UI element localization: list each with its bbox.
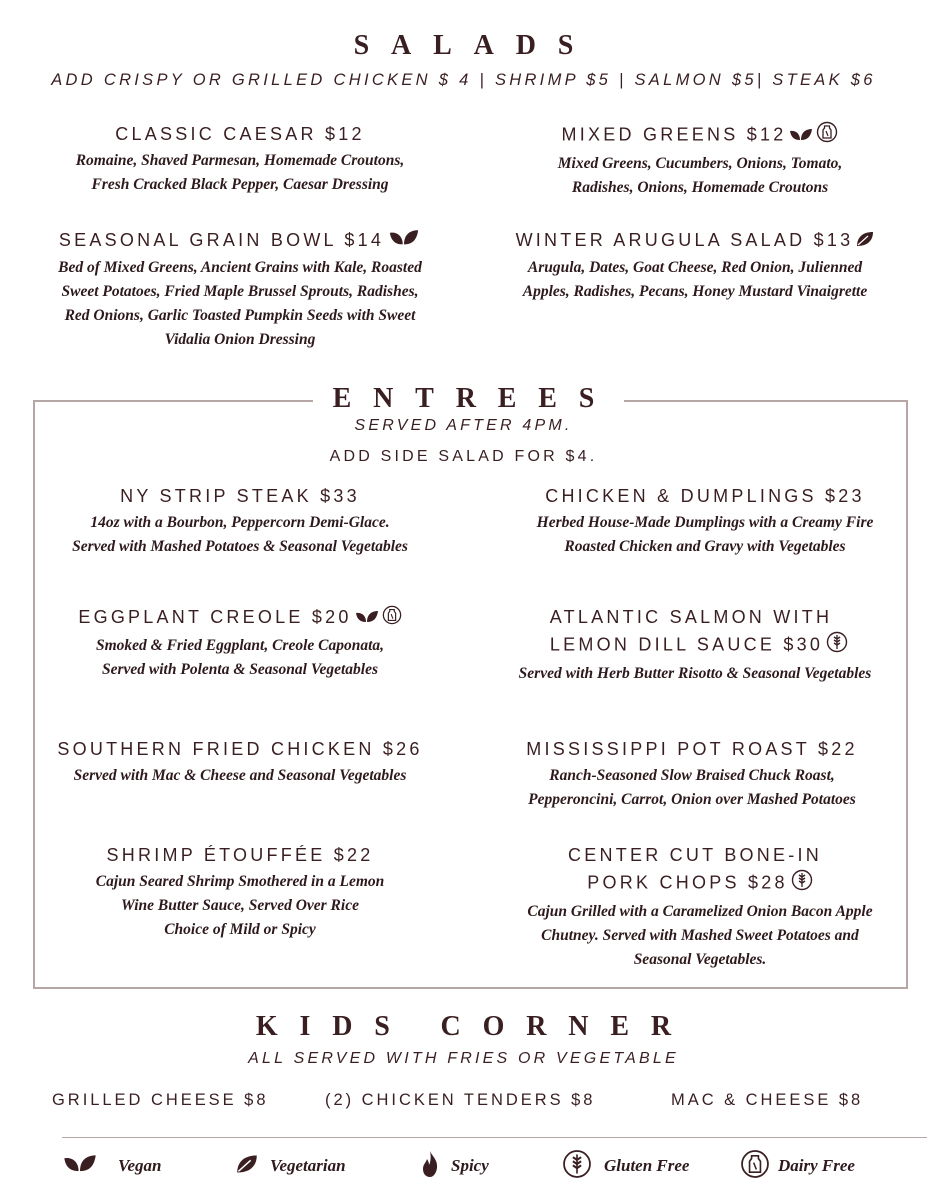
vegan-icon [62, 1154, 98, 1179]
legend-label: Spicy [451, 1156, 489, 1175]
item-name: NY STRIP STEAK $33 [120, 486, 360, 506]
item-description: 14oz with a Bourbon, Peppercorn Demi-Glace. Served with Mashed Potatoes & Seasonal Vegetables [72, 514, 408, 555]
item-name: ATLANTIC SALMON WITH [549, 607, 833, 627]
item-description: Smoked & Fried Eggplant, Creole Caponata, Served with Polenta & Seasonal Vegetables [95, 636, 385, 678]
item-description: Mixed Greens, Cucumbers, Onions, Tomato, Radishes, Onions, Homemade Croutons [557, 155, 843, 196]
item-description: Arugula, Dates, Goat Cheese, Red Onion, Julienned Apples, Radishes, Pecans, Honey Mustard Vinaigrette [522, 259, 868, 301]
menu-item-eggplant-creole [40, 604, 440, 682]
menu-item-mississippi-pot-roast [492, 736, 892, 812]
item-description: Served with Mac & Cheese and Seasonal Vegetables [73, 767, 407, 784]
item-description: Herbed House-Made Dumplings with a Creamy Fire Roasted Chicken and Gravy with Vegetables [536, 514, 874, 555]
menu-item-atlantic-salmon [495, 604, 895, 686]
item-name: CLASSIC CAESAR $12 [115, 124, 365, 144]
dairy-free-icon [382, 605, 402, 632]
menu-item-winter-arugula-salad [490, 227, 900, 304]
vegan-icon [387, 228, 421, 254]
salads-addons: ADD CRISPY OR GRILLED CHICKEN $ 4 | SHRIMP $5 | SALMON $5| STEAK $6 [51, 71, 876, 89]
dairy-free-icon [740, 1149, 770, 1184]
item-name-line-2: LEMON DILL SAUCE $30 [503, 631, 895, 660]
item-name: WINTER ARUGULA SALAD $13 [490, 227, 900, 254]
menu-item-shrimp-etouffee [40, 842, 440, 942]
salads-title: SALADS [353, 30, 596, 61]
legend-label: Vegetarian [270, 1156, 346, 1175]
vegan-icon [355, 605, 379, 631]
gluten-free-icon [562, 1149, 592, 1184]
kids-item-chicken-tenders: (2) CHICKEN TENDERS $8 [325, 1091, 596, 1109]
menu-item-classic-caesar [40, 121, 440, 197]
menu-item-ny-strip-steak [40, 483, 440, 559]
item-description: Cajun Grilled with a Caramelized Onion Bacon Apple Chutney. Served with Mashed Sweet Potatoes and Seasonal Vegetables. [527, 903, 873, 968]
legend-label: Gluten Free [604, 1156, 690, 1175]
legend-label: Dairy Free [778, 1156, 855, 1175]
gluten-free-icon [826, 631, 848, 660]
menu-item-pork-chops [500, 842, 900, 972]
kids-item-mac-cheese: MAC & CHEESE $8 [671, 1091, 864, 1109]
kids-served: ALL SERVED WITH FRIES OR VEGETABLE [248, 1050, 679, 1067]
item-name: SHRIMP ÉTOUFFÉE $22 [106, 845, 374, 865]
item-name: MISSISSIPPI POT ROAST $22 [526, 739, 858, 759]
dairy-free-icon [816, 121, 838, 150]
legend-vegan [62, 1151, 161, 1181]
spicy-icon [421, 1150, 439, 1183]
legend-vegetarian [236, 1151, 346, 1181]
legend-dairy-free [740, 1151, 855, 1181]
item-name: SOUTHERN FRIED CHICKEN $26 [57, 739, 423, 759]
legend-gluten-free [562, 1151, 689, 1181]
menu-item-seasonal-grain-bowl [30, 227, 450, 352]
entrees-side-salad: ADD SIDE SALAD FOR $4. [329, 448, 598, 465]
menu-item-southern-fried-chicken [40, 736, 440, 788]
item-name: CHICKEN & DUMPLINGS $23 [545, 486, 865, 506]
item-description: Romaine, Shaved Parmesan, Homemade Croutons, Fresh Cracked Black Pepper, Caesar Dressing [75, 152, 405, 193]
menu-item-chicken-dumplings [495, 483, 915, 559]
legend-label: Vegan [118, 1156, 162, 1175]
menu-item-mixed-greens [500, 121, 900, 200]
item-description: Bed of Mixed Greens, Ancient Grains with Kale, Roasted Sweet Potatoes, Fried Maple Brussel Sprouts, Radishes, Red Onions, Garlic Toasted Pumpkin Seeds with Sweet Vidalia Onion Dressing [58, 259, 422, 349]
legend-divider [62, 1137, 927, 1138]
vegetarian-icon [236, 1154, 258, 1179]
vegan-icon [789, 123, 813, 149]
entrees-title: ENTREES [332, 383, 617, 414]
item-name: CENTER CUT BONE-IN [568, 845, 822, 865]
item-name: MIXED GREENS $12 [500, 121, 900, 150]
item-name: SEASONAL GRAIN BOWL $14 [30, 227, 450, 254]
item-description: Cajun Seared Shrimp Smothered in a Lemon Wine Butter Sauce, Served Over Rice Choice of Mild or Spicy [95, 873, 385, 938]
item-name-line-2: PORK CHOPS $28 [500, 869, 900, 898]
legend-spicy [421, 1151, 489, 1181]
item-description: Served with Herb Butter Risotto & Seasonal Vegetables [518, 665, 872, 682]
kids-item-grilled-cheese: GRILLED CHEESE $8 [52, 1091, 269, 1109]
item-name: EGGPLANT CREOLE $20 [40, 604, 440, 632]
entrees-served: SERVED AFTER 4PM. [354, 417, 573, 434]
kids-title: KIDS CORNER [255, 1011, 693, 1042]
gluten-free-icon [791, 869, 813, 898]
vegetarian-icon [856, 228, 874, 254]
item-description: Ranch-Seasoned Slow Braised Chuck Roast, Pepperoncini, Carrot, Onion over Mashed Potatoes [528, 767, 856, 808]
